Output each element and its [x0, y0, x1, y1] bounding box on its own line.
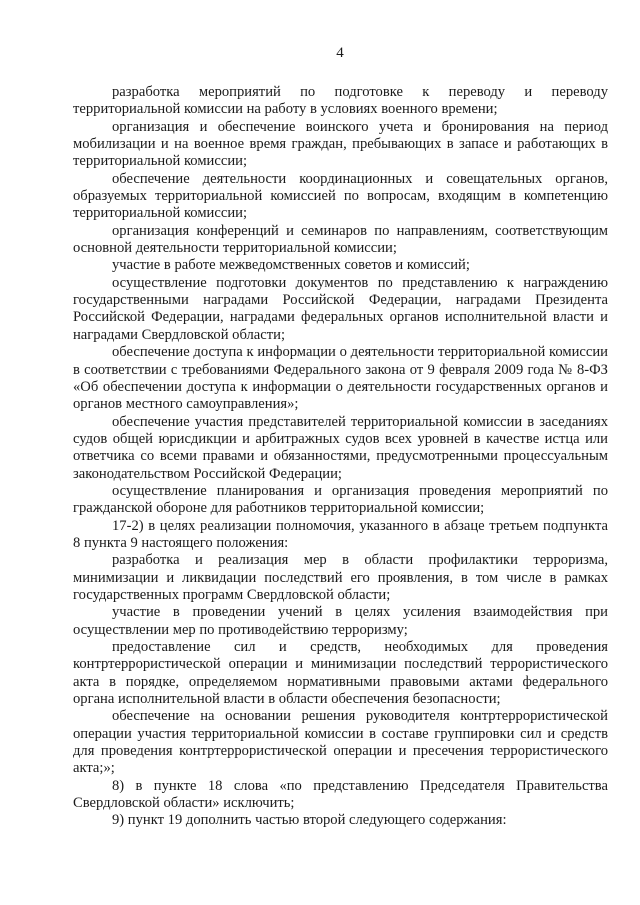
page-number: 4: [336, 45, 344, 61]
paragraph: 8) в пункте 18 слова «по представлению Председателя Правительства Свердловской области» исключить;: [73, 777, 608, 812]
paragraph: участие в работе межведомственных советов и комиссий;: [112, 257, 470, 274]
paragraph: 17-2) в целях реализации полномочия, указанного в абзаце третьем подпункта 8 пункта 9 настоящего положения:: [73, 517, 608, 551]
paragraph: разработка и реализация мер в области профилактики терроризма, минимизации и ликвидации последствий его проявления, в том числе в рамках государственных программ Свердловской области;: [73, 552, 608, 603]
paragraph: обеспечение участия представителей территориальной комиссии в заседаниях судов общей юрисдикции и арбитражных судов всех уровней в качестве истца или ответчика со всеми правами и обязанностями, предусмотренными процессуальным законодательством Российской Федерации;: [73, 413, 608, 482]
paragraph: разработка мероприятий по подготовке к переводу и переводу территориальной комиссии на работу в условиях военного времени;: [73, 84, 608, 118]
paragraph: обеспечение деятельности координационных и совещательных органов, образуемых территориальной комиссией по вопросам, входящим в компетенцию территориальной комиссии;: [73, 170, 608, 222]
document-body: [73, 84, 608, 830]
paragraph: 9) пункт 19 дополнить частью второй следующего содержания:: [112, 812, 507, 829]
paragraph: участие в проведении учений в целях усиления взаимодействия при осуществлении мер по противодействию терроризму;: [73, 604, 608, 638]
paragraph: обеспечение доступа к информации о деятельности территориальной комиссии в соответствии с требованиями Федерального закона от 9 февраля 2009 года № 8-ФЗ «Об обеспечении доступа к информации о деятельности государственных органов и органов местного самоуправления»;: [73, 344, 608, 413]
paragraph: осуществление планирования и организация проведения мероприятий по гражданской обороне для работников территориальной комиссии;: [73, 482, 608, 517]
paragraph: осуществление подготовки документов по представлению к награждению государственными наградами Российской Федерации, наградами Президента Российской Федерации, наградами федеральных органов исполнительной власти и наградами Свердловской области;: [73, 274, 608, 343]
paragraph: предоставление сил и средств, необходимых для проведения контртеррористической операции и минимизации последствий террористического акта в порядке, определяемом нормативными правовыми актами федерального органа исполнительной власти в области обеспечения безопасности;: [73, 639, 608, 708]
paragraph: организация и обеспечение воинского учета и бронирования на период мобилизации и на военное время граждан, пребывающих в запасе и работающих в территориальной комиссии;: [73, 118, 608, 170]
paragraph: организация конференций и семинаров по направлениям, соответствующим основной деятельности территориальной комиссии;: [73, 222, 608, 257]
paragraph: обеспечение на основании решения руководителя контртеррористической операции участия территориальной комиссии в составе группировки сил и средств для проведения контртеррористической операции и пресечения террористического акта;»;: [73, 708, 608, 777]
